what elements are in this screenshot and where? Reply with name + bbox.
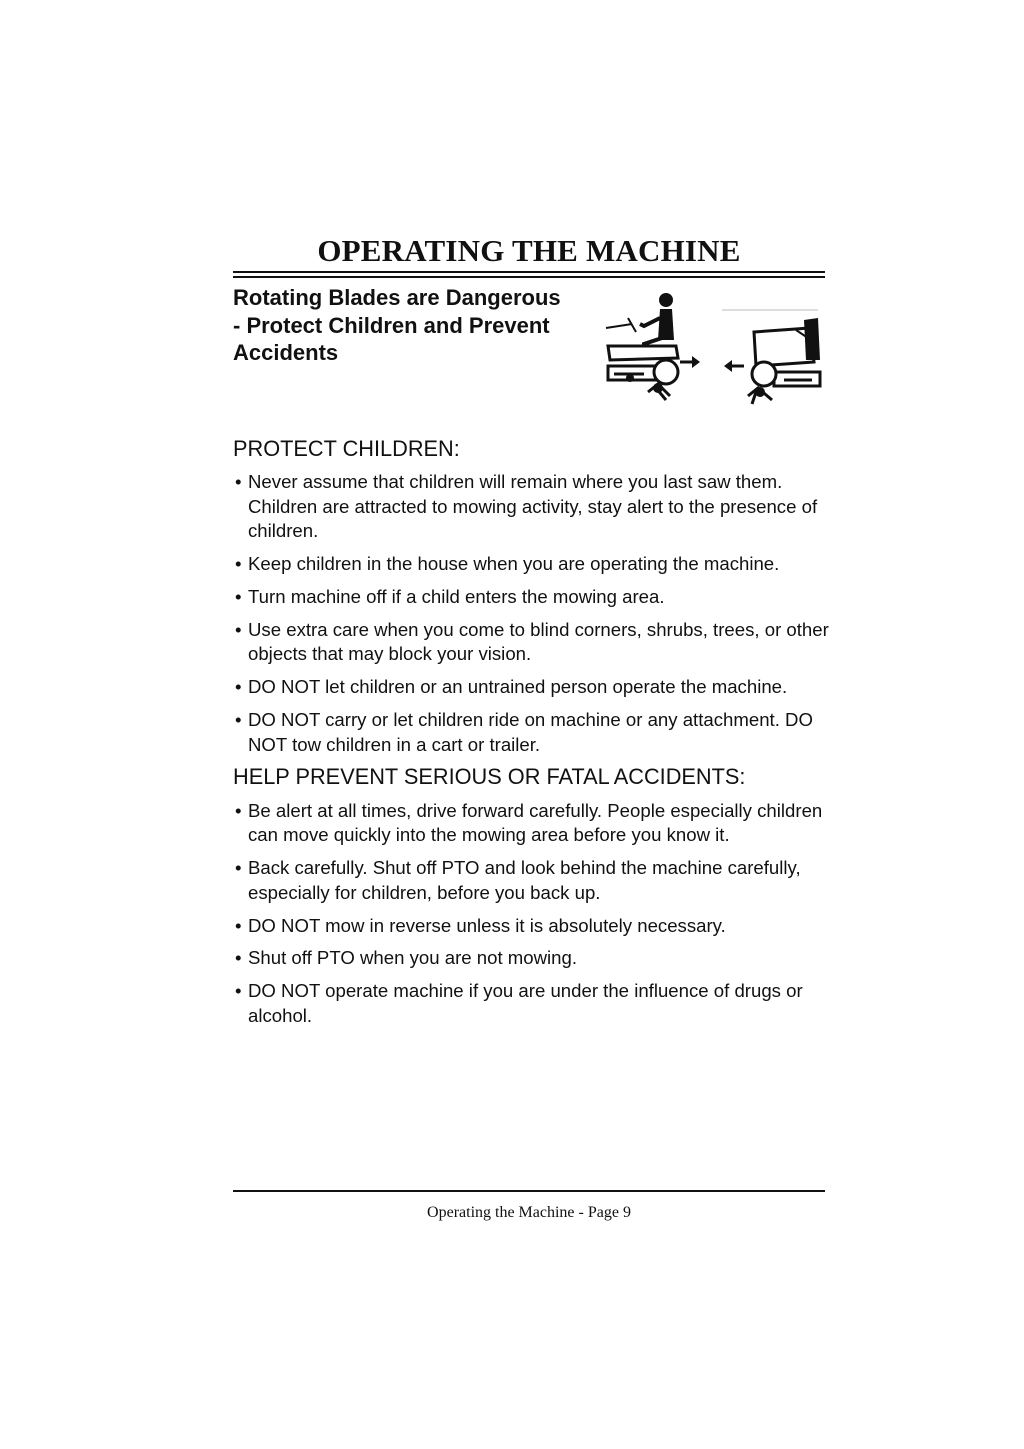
tractor-child-hazard-icon — [600, 288, 825, 408]
title-rule-top-line — [233, 271, 825, 273]
list-item — [233, 585, 833, 609]
list-item-text: Never assume that children will remain where you last saw them. Children are attracted to mowing activity, stay alert to the presence of children. — [248, 471, 818, 542]
list-item — [233, 552, 833, 576]
list-item-text: DO NOT carry or let children ride on machine or any attachment. DO NOT tow children in a cart or trailer. — [248, 709, 813, 755]
list-item-text: Back carefully. Shut off PTO and look behind the machine carefully, especially for children, before you back up. — [248, 857, 801, 903]
page-title: OPERATING THE MACHINE — [317, 233, 741, 268]
list-item — [233, 470, 833, 543]
title-rule-bottom-line — [233, 276, 825, 278]
list-item-text: DO NOT mow in reverse unless it is absolutely necessary. — [248, 914, 726, 936]
list-item-text: Shut off PTO when you are not mowing. — [248, 947, 578, 969]
footer-rule — [233, 1190, 825, 1192]
list-item-text: DO NOT let children or an untrained person operate the machine. — [248, 676, 788, 698]
forward-arrow-icon — [680, 356, 700, 368]
protect-children-heading: PROTECT CHILDREN: — [233, 436, 460, 461]
forward-mower-figure — [606, 293, 678, 400]
page-footer: Operating the Machine - Page 9 — [427, 1204, 631, 1221]
list-item — [233, 708, 833, 757]
list-item-text: DO NOT operate machine if you are under the influence of drugs or alcohol. — [248, 980, 803, 1026]
bullet-mark: • — [235, 914, 242, 936]
reverse-mower-figure — [722, 310, 820, 404]
bullet-mark: • — [235, 471, 242, 493]
bullet-mark: • — [235, 709, 242, 731]
reverse-arrow-icon — [724, 360, 744, 372]
safety-instructions — [233, 437, 833, 1037]
list-item — [233, 675, 833, 699]
section-heading: Rotating Blades are Dangerous - Protect Children and Prevent Accidents — [233, 285, 561, 366]
bullet-mark: • — [235, 676, 242, 698]
title-double-rule — [233, 271, 825, 279]
list-item — [233, 946, 833, 970]
list-item-text: Use extra care when you come to blind corners, shrubs, trees, or other objects that may block your vision. — [248, 618, 829, 665]
prevent-accidents-list — [233, 799, 833, 1028]
list-item — [233, 799, 833, 848]
list-item-text: Turn machine off if a child enters the mowing area. — [248, 586, 665, 608]
bullet-mark: • — [235, 553, 242, 575]
protect-children-list — [233, 470, 833, 757]
prevent-accidents-heading: HELP PREVENT SERIOUS OR FATAL ACCIDENTS: — [233, 764, 746, 790]
bullet-mark: • — [235, 618, 242, 640]
list-item — [233, 979, 833, 1028]
bullet-mark: • — [235, 586, 242, 608]
list-item — [233, 618, 833, 667]
list-item — [233, 856, 833, 905]
list-item-text: Be alert at all times, drive forward carefully. People especially children can move quickly into the mowing area before you know it. — [248, 799, 823, 846]
bullet-mark: • — [235, 799, 242, 821]
list-item — [233, 914, 833, 938]
bullet-mark: • — [235, 857, 242, 879]
bullet-mark: • — [235, 947, 242, 969]
list-item-text: Keep children in the house when you are operating the machine. — [248, 553, 780, 575]
bullet-mark: • — [235, 980, 242, 1002]
